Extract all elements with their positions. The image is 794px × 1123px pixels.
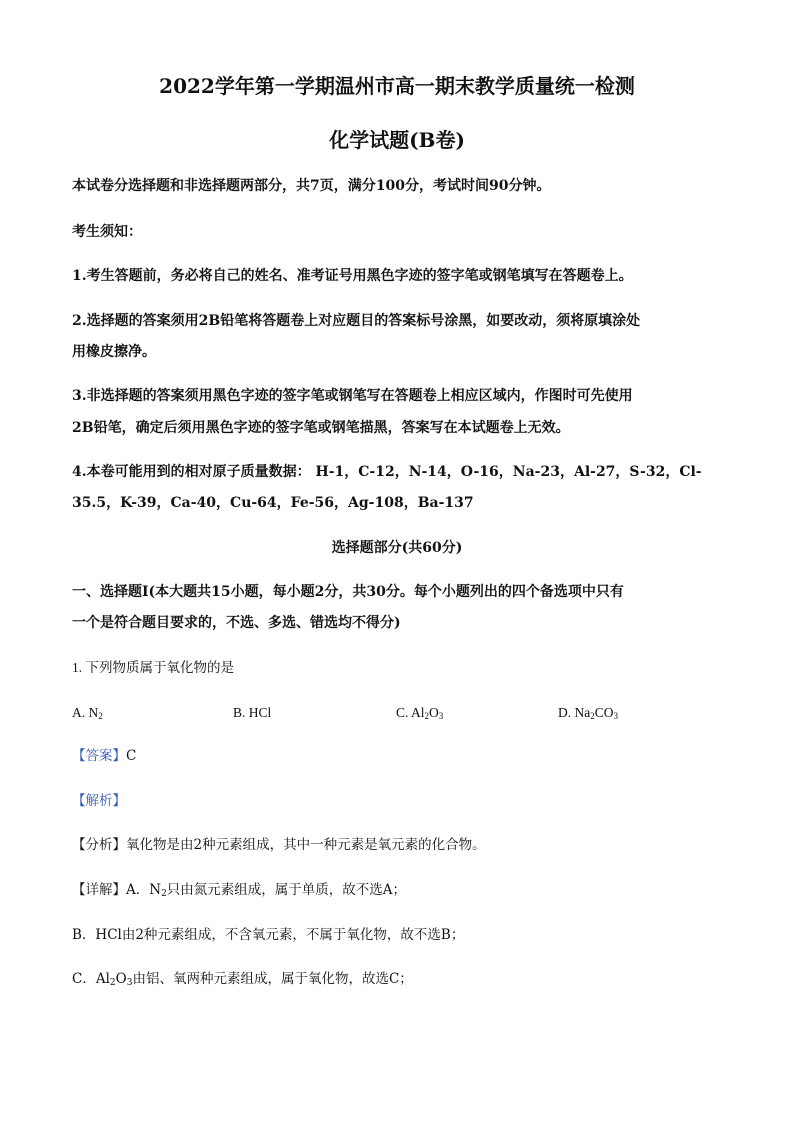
notice-item-3-line-1: 3.非选择题的答案须用黑色字迹的签字笔或钢笔写在答题卷上相应区域内，作图时可先使用 bbox=[72, 388, 633, 404]
detail-line-c: C．$Al_2O_3$由铝、氧两种元素组成，属于氧化物，故选C； bbox=[72, 971, 413, 988]
notice-item-4-line-2: 35.5，K-39，Ca-40，Cu-64，Fe-56，Ag-108，Ba-137 bbox=[72, 495, 474, 511]
question-1-stem: 1. 下列物质属于氧化物的是 bbox=[72, 660, 234, 675]
notice-item-3-line-2: 2B铅笔，确定后须用黑色字迹的签字笔或钢笔描黑，答案写在本试题卷上无效。 bbox=[72, 420, 570, 436]
analysis-line bbox=[72, 791, 722, 811]
option-d: D. $Na_2CO_3$ bbox=[558, 705, 619, 721]
option-b: B. HCl bbox=[233, 705, 272, 720]
notice-item-4-line-1: 4.本卷可能用到的相对原子质量数据： H-1，C-12，N-14，O-16，Na-23，Al-27，S-32，Cl- bbox=[72, 464, 702, 480]
part1-instructions-line-2: 一个是符合题目要求的，不选、多选、错选均不得分) bbox=[72, 615, 401, 631]
answer-value: C bbox=[126, 748, 137, 764]
fenxi-tag: 【分析】 bbox=[72, 837, 126, 853]
detail-line-a: 【详解】A．$N_2$只由氮元素组成，属于单质，故不选A； bbox=[72, 882, 407, 899]
fenxi-line bbox=[72, 835, 722, 855]
option-a: A. $N_2$ bbox=[72, 705, 103, 721]
fenxi-text: 氧化物是由2种元素组成，其中一种元素是氧元素的化合物。 bbox=[126, 837, 486, 853]
option-c: C. $Al_2O_3$ bbox=[396, 705, 444, 721]
notice-heading: 考生须知： bbox=[72, 224, 142, 240]
exam-subtitle: 化学试题(B卷) bbox=[329, 128, 465, 152]
notice-item-1: 1.考生答题前，务必将自己的姓名、准考证号用黑色字迹的签字笔或钢笔填写在答题卷上。 bbox=[72, 268, 633, 284]
answer-line bbox=[72, 746, 722, 766]
exam-summary: 本试卷分选择题和非选择题两部分，共7页，满分100分，考试时间90分钟。 bbox=[72, 178, 551, 194]
exam-title: 2022学年第一学期温州市高一期末教学质量统一检测 bbox=[159, 74, 635, 98]
notice-item-2-line-1: 2.选择题的答案须用2B铅笔将答题卷上对应题目的答案标号涂黑，如要改动，须将原填涂处 bbox=[72, 313, 641, 329]
answer-tag: 【答案】 bbox=[72, 748, 126, 764]
part1-instructions-line-1: 一、选择题Ⅰ(本大题共15小题，每小题2分，共30分。每个小题列出的四个备选项中只有 bbox=[72, 584, 624, 600]
analysis-tag: 【解析】 bbox=[72, 793, 126, 809]
detail-tag: 【详解】 bbox=[72, 882, 126, 898]
notice-item-2-line-2: 用橡皮擦净。 bbox=[72, 344, 156, 360]
detail-line-b: B．HCl由2种元素组成，不含氧元素，不属于氧化物，故不选B； bbox=[72, 927, 465, 943]
section-heading: 选择题部分(共60分) bbox=[331, 540, 463, 556]
